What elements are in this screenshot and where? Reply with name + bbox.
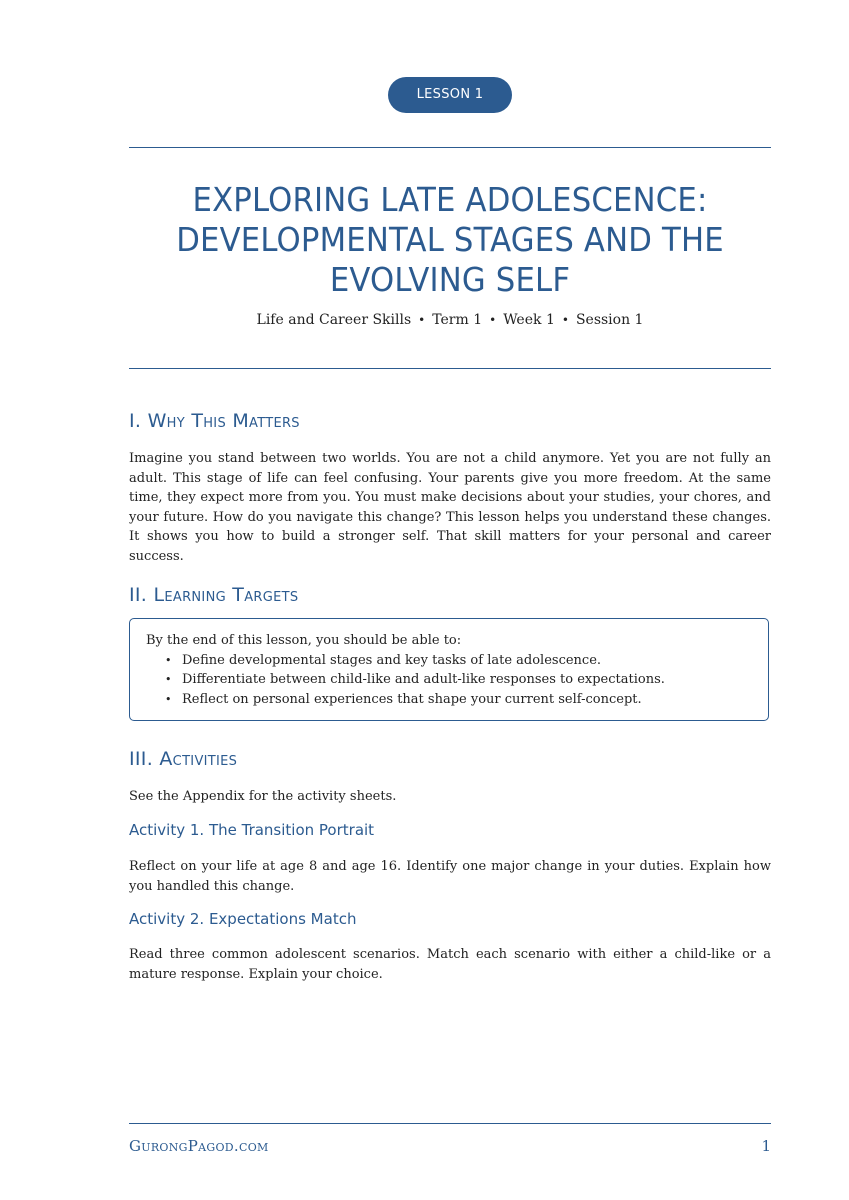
- activity-1-title: Activity 1. The Transition Portrait: [129, 821, 375, 839]
- target-text: Define developmental stages and key tasks of late adolescence.: [182, 652, 602, 668]
- title-line-2: DEVELOPMENTAL STAGES AND THE: [176, 220, 724, 259]
- lesson-badge-container: [129, 77, 771, 113]
- footer-page-number: 1: [761, 1137, 771, 1155]
- activities-intro: See the Appendix for the activity sheets.: [129, 789, 397, 804]
- activity-2-title: Activity 2. Expectations Match: [129, 910, 357, 928]
- activity-1-text: Reflect on your life at age 8 and age 16. Identify one major change in your duties. Explain how you handled this change.: [129, 859, 771, 894]
- learning-targets-box: [129, 618, 769, 721]
- target-text: Differentiate between child-like and adult-like responses to expectations.: [182, 672, 665, 687]
- meta-separator: •: [489, 313, 497, 327]
- targets-list: [146, 651, 752, 710]
- bullet-icon: •: [165, 692, 172, 706]
- meta-session: Session 1: [575, 312, 644, 328]
- list-item: [165, 670, 752, 690]
- list-item: [165, 690, 752, 710]
- section-heading-why: I. Why This Matters: [129, 410, 300, 432]
- page-title: [151, 180, 748, 300]
- list-item: [165, 651, 752, 671]
- section-heading-activities: III. Activities: [129, 748, 238, 770]
- why-paragraph: Imagine you stand between two worlds. You are not a child anymore. Yet you are not fully an adult. This stage of life can feel confusing. Your parents give you more freedom. At the same time, they expect more from you. You must make decisions about your studies, your chores, and your future. How do you navigate this change? This lesson helps you understand these changes. It shows you how to build a stronger self. That skill matters for your personal and career success.: [129, 451, 771, 564]
- targets-intro: By the end of this lesson, you should be able to:: [146, 633, 462, 648]
- lesson-meta: [129, 312, 771, 328]
- bullet-icon: •: [165, 673, 172, 686]
- title-line-1: EXPLORING LATE ADOLESCENCE:: [192, 180, 708, 219]
- meta-separator: •: [418, 313, 426, 327]
- footer-site-name: GurongPagod.com: [129, 1137, 269, 1155]
- meta-subject: Life and Career Skills: [256, 312, 412, 328]
- target-text: Reflect on personal experiences that shape your current self-concept.: [182, 691, 642, 707]
- footer-rule: [129, 1123, 771, 1124]
- meta-term: Term 1: [432, 312, 483, 328]
- header-bottom-rule: [129, 368, 771, 369]
- meta-separator: •: [561, 313, 569, 327]
- section-heading-targets: II. Learning Targets: [129, 584, 299, 606]
- header-top-rule: [129, 147, 771, 148]
- meta-week: Week 1: [503, 312, 555, 328]
- document-page: [129, 0, 771, 1200]
- title-line-3: EVOLVING SELF: [329, 260, 571, 299]
- lesson-badge: LESSON 1: [388, 77, 512, 113]
- activity-2-text: Read three common adolescent scenarios. Match each scenario with either a child-like or a mature response. Explain your choice.: [129, 947, 771, 982]
- bullet-icon: •: [165, 653, 172, 667]
